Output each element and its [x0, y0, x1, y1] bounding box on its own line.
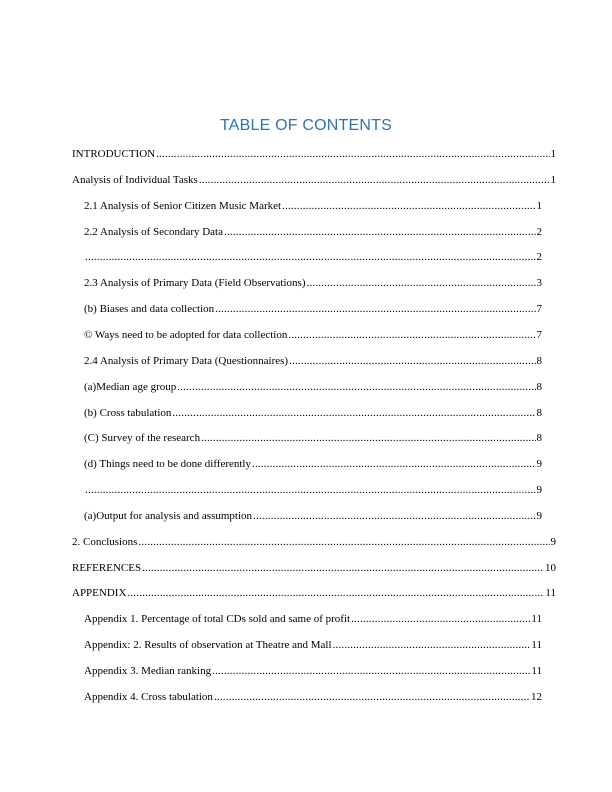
- toc-dot-leader: [282, 199, 535, 213]
- toc-page-number: 9: [536, 458, 542, 471]
- toc-dot-leader: [201, 431, 535, 445]
- toc-page-number: 11: [531, 665, 542, 677]
- toc-entry[interactable]: [72, 559, 556, 575]
- toc-entry[interactable]: [84, 429, 542, 445]
- toc-page-number: 1: [536, 199, 542, 212]
- toc-dot-leader: [177, 380, 535, 394]
- toc-entry[interactable]: [84, 197, 542, 213]
- toc-dot-leader: [142, 561, 544, 575]
- toc-entry-text: REFERENCES: [72, 561, 142, 574]
- toc-entry-text: Appendix 3. Median ranking: [84, 665, 212, 677]
- toc-page-number: 12: [531, 690, 542, 703]
- toc-page-number: 2: [536, 251, 542, 264]
- toc-entry-text: APPENDIX: [72, 587, 127, 600]
- toc-page-number: 1: [550, 173, 556, 186]
- toc-entry-text: Analysis of Individual Tasks: [72, 173, 198, 186]
- toc-page-number: 11: [531, 639, 542, 652]
- toc-dot-leader: [156, 147, 549, 161]
- toc-dot-leader: [85, 483, 536, 497]
- toc-entry-text: © Ways need to be adopted for data collection: [84, 328, 288, 341]
- toc-dot-leader: [212, 664, 530, 678]
- toc-page-number: 8: [536, 432, 542, 445]
- toc-dot-leader: [307, 276, 536, 290]
- toc-dot-leader: [288, 328, 535, 342]
- toc-entry-text: INTRODUCTION: [72, 148, 156, 160]
- toc-page-number: 10: [545, 561, 556, 574]
- toc-entry[interactable]: [72, 145, 556, 161]
- toc-page-number: 7: [536, 328, 542, 341]
- toc-entry[interactable]: [84, 223, 542, 239]
- toc-dot-leader: [289, 354, 535, 368]
- toc-dot-leader: [333, 638, 531, 652]
- toc-entry[interactable]: [84, 688, 542, 704]
- toc-page-number: 11: [545, 587, 556, 600]
- toc-dot-leader: [215, 302, 535, 316]
- toc-dot-leader: [172, 406, 535, 420]
- toc-page-number: 3: [536, 277, 542, 290]
- toc-entry[interactable]: [84, 248, 542, 264]
- toc-entry[interactable]: [84, 455, 542, 471]
- toc-dot-leader: [138, 535, 549, 549]
- toc-entry-text: (b) Biases and data collection: [84, 303, 215, 316]
- toc-entry[interactable]: [84, 352, 542, 368]
- toc-entry[interactable]: [84, 610, 542, 626]
- toc-entry[interactable]: [84, 378, 542, 394]
- toc-page-number: 9: [536, 484, 542, 497]
- toc-entry-text: 2.3 Analysis of Primary Data (Field Observations): [84, 277, 306, 290]
- toc-entry-text: Appendix 4. Cross tabulation: [84, 690, 213, 703]
- toc-page-number: 9: [550, 535, 556, 548]
- toc-title: TABLE OF CONTENTS: [219, 117, 392, 134]
- toc-entry[interactable]: [84, 326, 542, 342]
- toc-entry-text: 2. Conclusions: [72, 535, 138, 548]
- toc-entry[interactable]: [72, 584, 556, 600]
- toc-page-number: 8: [536, 380, 542, 393]
- toc-page-number: 7: [536, 303, 542, 316]
- toc-entry[interactable]: [84, 481, 542, 497]
- toc-entry[interactable]: [72, 171, 556, 187]
- toc-entry-text: (b) Cross tabulation: [84, 406, 172, 419]
- toc-entry-text: 2.2 Analysis of Secondary Data: [84, 225, 223, 238]
- toc-entry[interactable]: [84, 404, 542, 420]
- toc-dot-leader: [214, 690, 530, 704]
- toc-dot-leader: [224, 225, 536, 239]
- toc-page-number: 2: [536, 225, 542, 238]
- toc-entry-text: (a)Output for analysis and assumption: [84, 509, 253, 522]
- toc-dot-leader: [85, 250, 536, 264]
- toc-entry[interactable]: [84, 662, 542, 678]
- toc-entry[interactable]: [84, 300, 542, 316]
- toc-entry-text: (C) Survey of the research: [84, 432, 201, 445]
- toc-entry[interactable]: [84, 274, 542, 290]
- toc-entry-text: (d) Things need to be done differently: [84, 458, 251, 471]
- toc-page-number: 8: [536, 354, 542, 367]
- toc-page-number: 8: [536, 406, 542, 419]
- toc-dot-leader: [252, 457, 536, 471]
- toc-page-number: 11: [531, 613, 542, 626]
- toc-entry-text: 2.4 Analysis of Primary Data (Questionnaires): [84, 354, 289, 367]
- toc-page-number: 9: [536, 509, 542, 522]
- toc-entry[interactable]: [84, 636, 542, 652]
- toc-entry[interactable]: [72, 533, 556, 549]
- toc-entry[interactable]: [84, 507, 542, 523]
- toc-dot-leader: [199, 173, 550, 187]
- toc-dot-leader: [351, 612, 530, 626]
- toc-entry-text: 2.1 Analysis of Senior Citizen Music Market: [84, 199, 282, 212]
- toc-dot-leader: [253, 509, 535, 523]
- toc-entry-text: Appendix: 2. Results of observation at Theatre and Mall: [84, 639, 332, 652]
- toc-entry-text: (a)Median age group: [84, 380, 177, 393]
- toc-page-number: 1: [550, 148, 556, 160]
- toc-entry-text: Appendix 1. Percentage of total CDs sold and same of profit: [84, 613, 351, 626]
- toc-dot-leader: [127, 586, 544, 600]
